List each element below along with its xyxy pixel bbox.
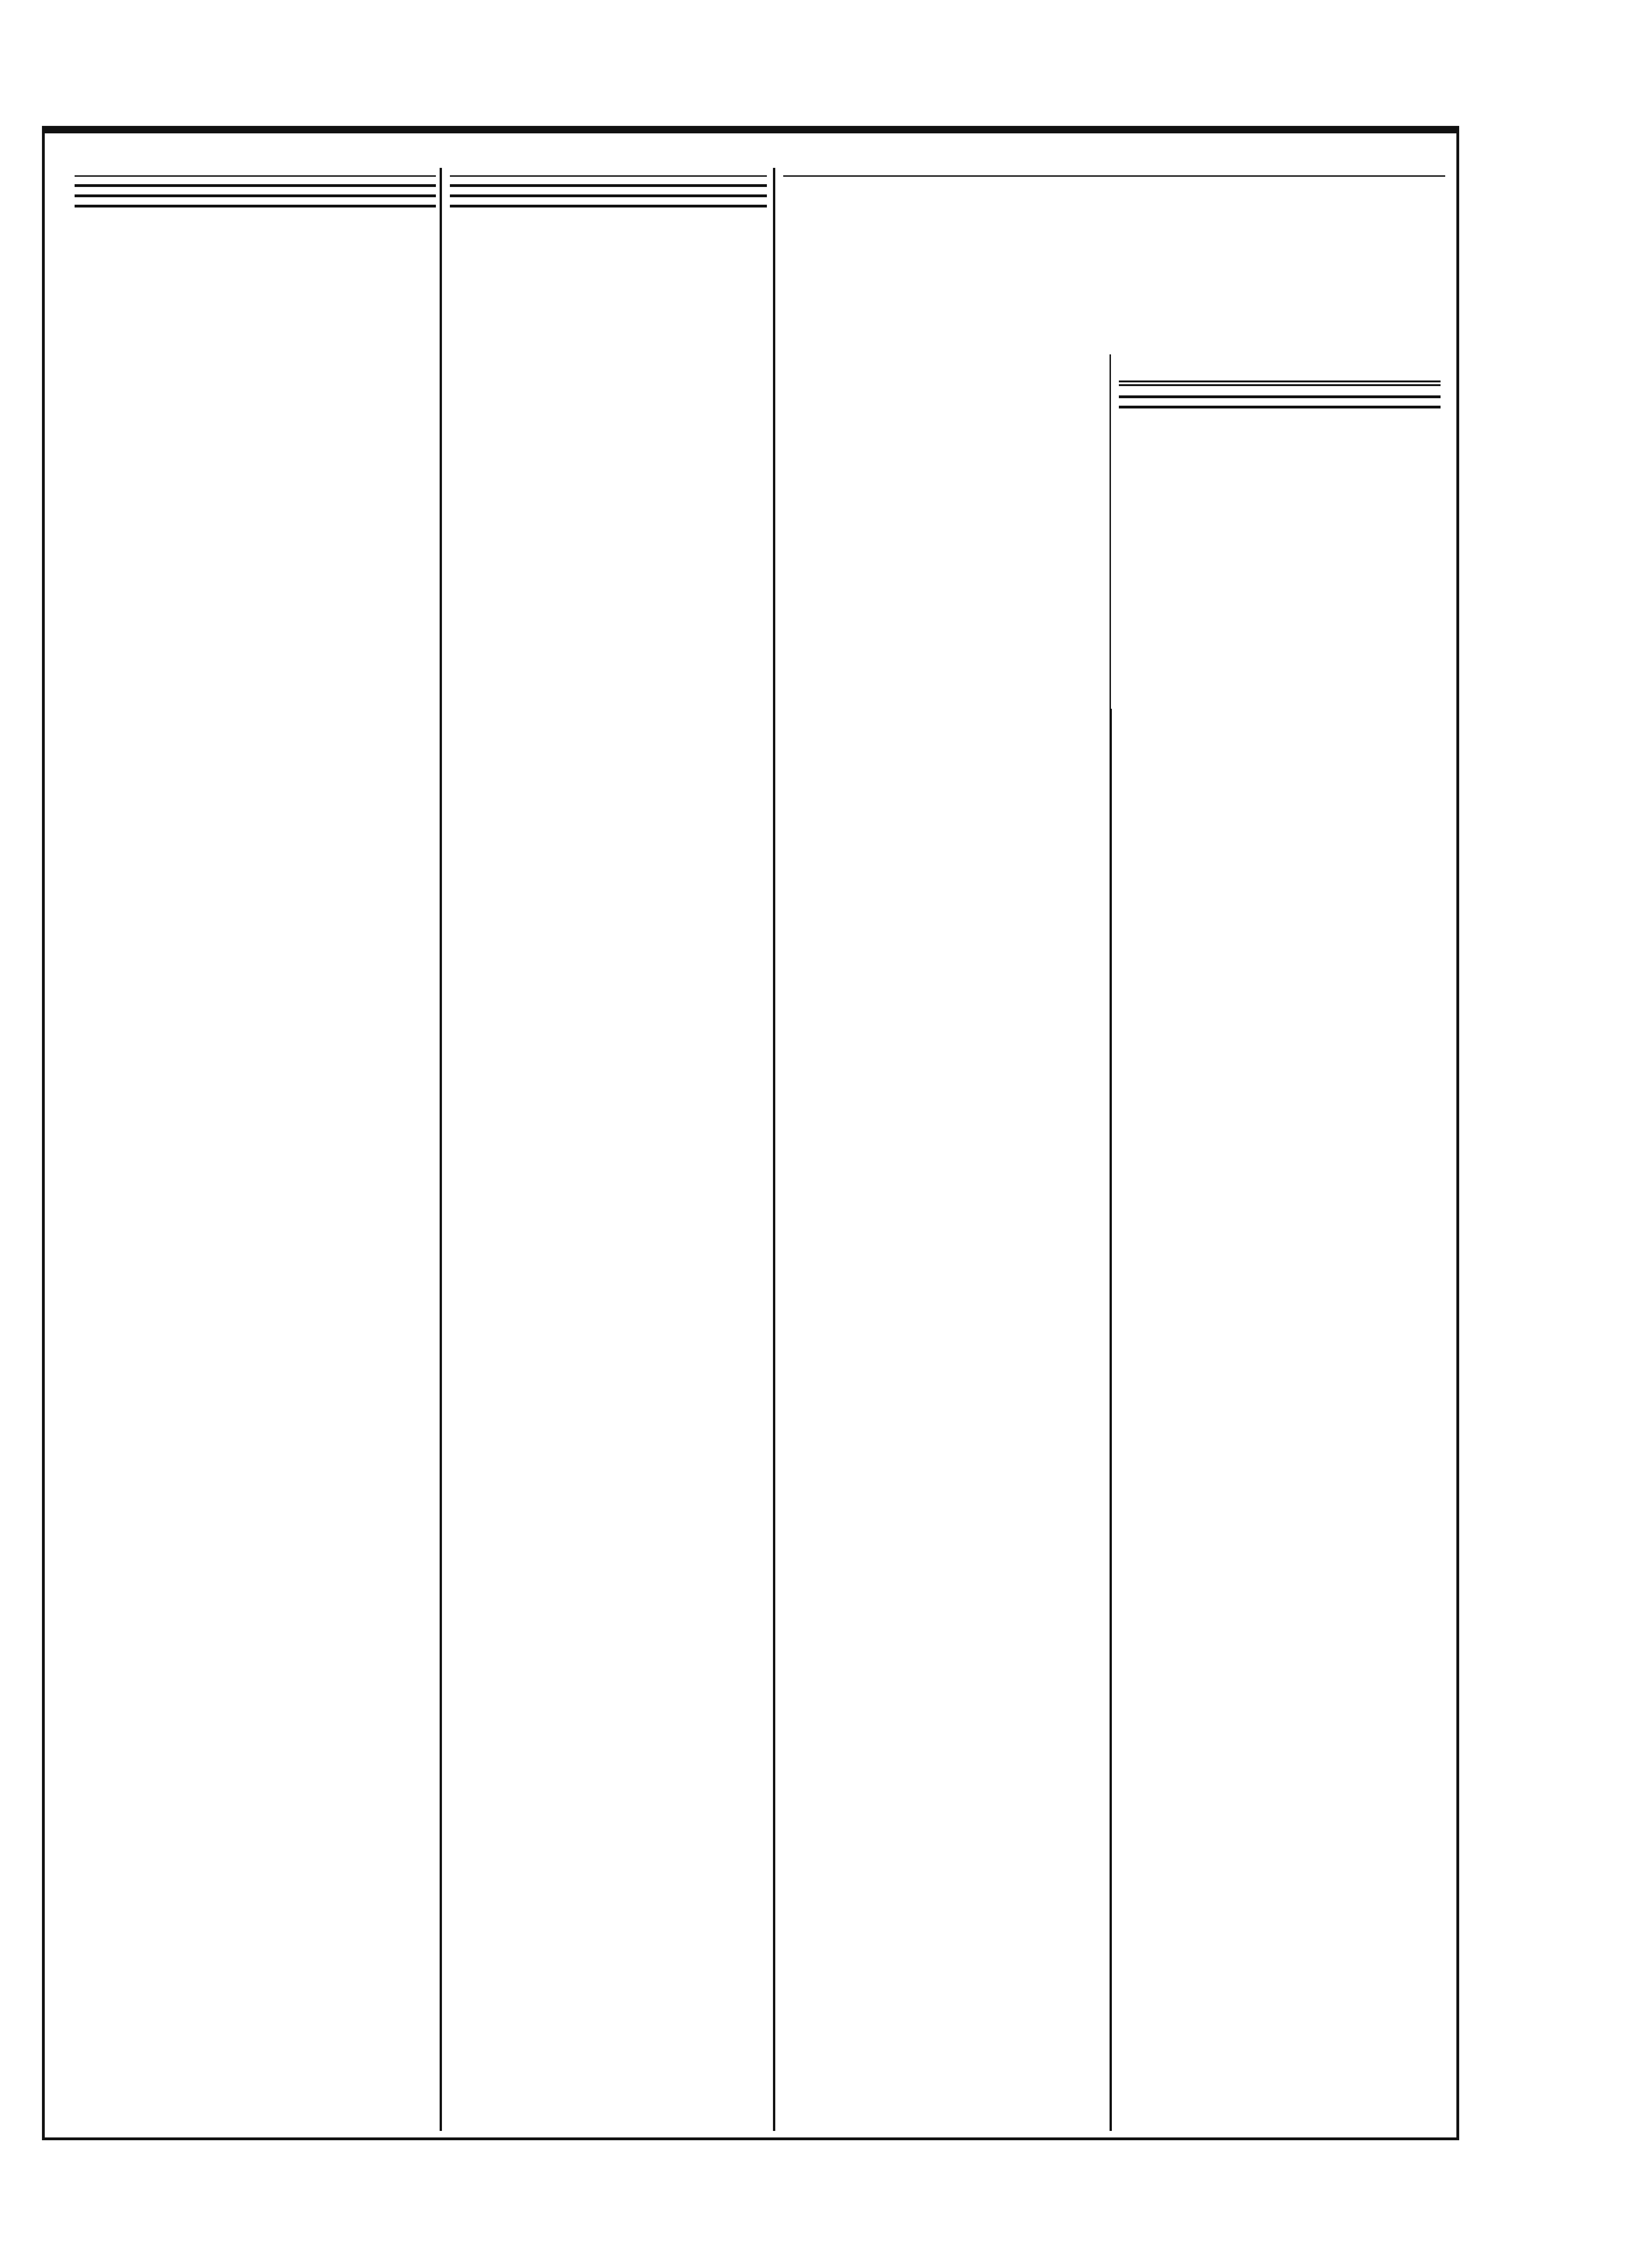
column-rule — [440, 168, 442, 2131]
divider — [75, 205, 436, 207]
divider — [450, 184, 767, 187]
column-americanos — [75, 168, 436, 2126]
divider — [75, 194, 436, 197]
divider — [1119, 406, 1441, 408]
column-rule — [1110, 709, 1112, 2131]
divider — [1119, 380, 1441, 386]
divider — [75, 175, 436, 177]
divider — [1119, 395, 1441, 398]
column-right — [1119, 373, 1441, 2126]
gouin-header — [783, 168, 1445, 364]
column-rule — [773, 168, 775, 2131]
column-rule — [1110, 354, 1111, 709]
divider — [450, 205, 767, 207]
column-gouin-left — [783, 373, 1105, 2126]
divider — [450, 175, 767, 177]
lottery-box — [75, 215, 436, 235]
column-italia — [450, 168, 767, 2126]
divider — [75, 184, 436, 187]
divider — [450, 194, 767, 197]
divider — [783, 175, 1445, 177]
